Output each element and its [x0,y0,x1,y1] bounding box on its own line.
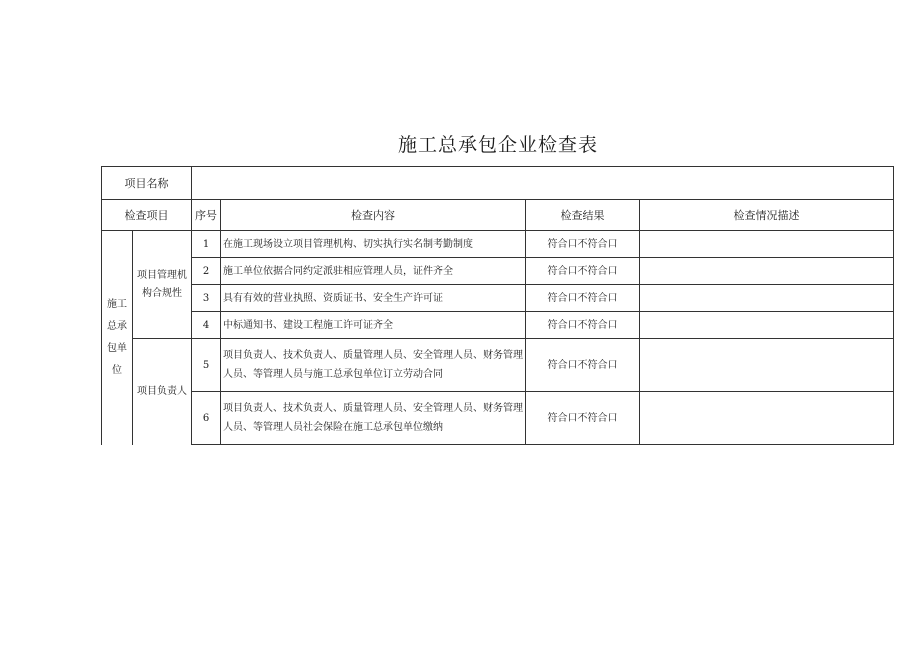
row-result[interactable]: 符合口不符合口 [526,285,640,312]
header-result: 检查结果 [526,200,640,231]
row-seq: 1 [192,231,221,258]
row-desc[interactable] [640,339,894,392]
row-result[interactable]: 符合口不符合口 [526,231,640,258]
row-content: 项目负责人、技术负责人、质量管理人员、安全管理人员、财务管理人员、等管理人员社会保险在施工总承包单位缴纳 [221,392,526,445]
row-seq: 4 [192,312,221,339]
row-seq: 2 [192,258,221,285]
row-desc[interactable] [640,231,894,258]
table-row [102,285,894,312]
header-row [102,200,894,231]
header-desc: 检查情况描述 [640,200,894,231]
project-name-row [102,167,894,200]
group-main-label: 施工总承包单位 [107,298,127,376]
table-row [102,339,894,392]
row-seq: 3 [192,285,221,312]
row-content: 在施工现场设立项目管理机构、切实执行实名制考勤制度 [221,231,526,258]
group-main-cell [102,231,133,445]
subgroup-label: 项目负责人 [133,339,192,445]
row-desc[interactable] [640,392,894,445]
row-result[interactable]: 符合口不符合口 [526,312,640,339]
row-content: 项目负责人、技术负责人、质量管理人员、安全管理人员、财务管理人员、等管理人员与施工总承包单位订立劳动合同 [221,339,526,392]
row-content: 中标通知书、建设工程施工许可证齐全 [221,312,526,339]
inspection-table [101,166,894,445]
header-item: 检查项目 [102,200,192,231]
row-desc[interactable] [640,312,894,339]
project-name-input[interactable] [192,167,894,200]
table-row [102,231,894,258]
header-seq: 序号 [192,200,221,231]
table-row [102,258,894,285]
table-row [102,392,894,445]
row-seq: 5 [192,339,221,392]
row-result[interactable]: 符合口不符合口 [526,392,640,445]
table-row [102,312,894,339]
row-result[interactable]: 符合口不符合口 [526,339,640,392]
subgroup-label: 项目管理机构合规性 [133,231,192,339]
row-content: 施工单位依据合同约定派驻相应管理人员，证件齐全 [221,258,526,285]
row-content: 具有有效的营业执照、资质证书、安全生产许可证 [221,285,526,312]
row-desc[interactable] [640,258,894,285]
row-result[interactable]: 符合口不符合口 [526,258,640,285]
project-name-label: 项目名称 [102,167,192,200]
row-desc[interactable] [640,285,894,312]
page-title: 施工总承包企业检查表 [397,134,598,156]
header-content: 检查内容 [221,200,526,231]
row-seq: 6 [192,392,221,445]
